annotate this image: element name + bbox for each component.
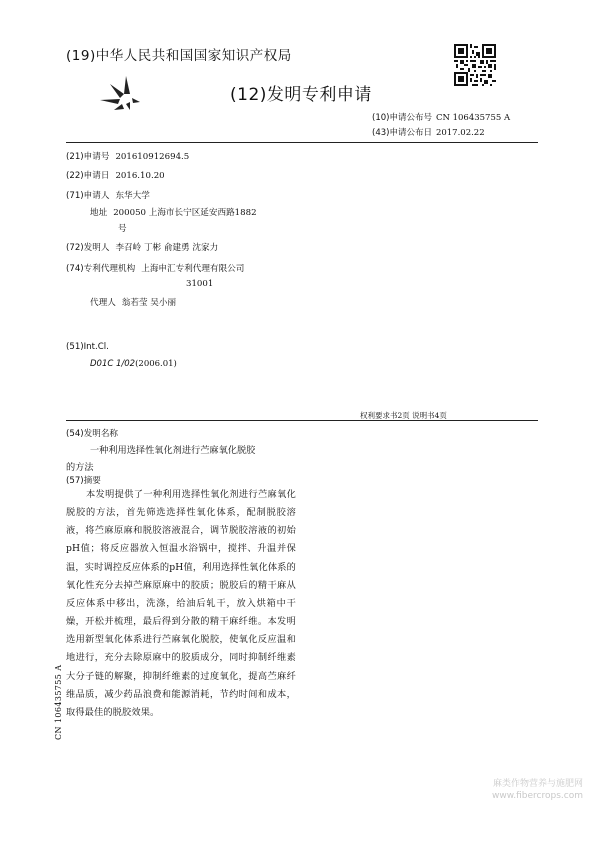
office-name: (19)中华人民共和国国家知识产权局 [66,48,292,64]
application-number-row [66,150,189,162]
invention-title-line-1: 一种利用选择性氧化剂进行苎麻氧化脱胶 [90,445,256,456]
invention-title-label: (54)发明名称 [66,429,119,439]
agency-code: 31001 [186,279,214,289]
publication-number: CN 106435755 A [435,113,511,123]
abstract-label: (57)摘要 [66,476,101,486]
int-cl-label: (51)Int.Cl. [66,342,109,352]
inventors: 李召岭 丁彬 俞建勇 沈家力 [115,243,219,253]
publication-date: 2017.02.22 [435,128,485,138]
applicant-label: (71)申请人 [66,191,110,201]
agency-row [66,262,244,274]
address-line-1: 200050 上海市长宁区延安西路1882 [113,208,257,218]
publication-number-line [372,111,510,123]
address-label: 地址 [90,208,108,218]
page-count: 权利要求书2页 说明书4页 [360,411,447,420]
application-number-label: (21)申请号 [66,152,110,162]
int-cl-edition: (2006.01) [135,359,177,369]
agency-name: 上海申汇专利代理有限公司 [141,264,245,274]
agency-label: (74)专利代理机构 [66,264,136,274]
agent-row [90,296,176,308]
inventors-label: (72)发明人 [66,243,110,253]
int-cl-classification [90,359,177,369]
address-row [90,206,257,218]
publication-date-line [372,126,485,138]
filing-date-row [66,169,165,181]
address-line-2: 号 [118,224,127,234]
publication-number-label: (10)申请公布号 [372,113,432,123]
inventors-row [66,241,218,253]
section-divider [66,420,538,421]
applicant-row [66,189,150,201]
watermark-line-2: www.fibercrops.com [492,791,583,801]
int-cl-code: D01C 1/02 [90,359,136,369]
qr-code [454,44,496,86]
document-type-title: (12)发明专利申请 [230,85,372,105]
publication-date-label: (43)申请公布日 [372,128,432,138]
filing-date-label: (22)申请日 [66,171,110,181]
watermark-line-1: 麻类作物营养与施肥网 [492,779,583,789]
side-publication-code: CN 106435755 A [54,664,63,740]
header-divider [66,142,538,143]
agents: 翁若莹 吴小丽 [121,298,177,308]
filing-date: 2016.10.20 [115,171,165,181]
applicant: 东华大学 [115,191,150,201]
agent-label: 代理人 [90,298,116,308]
application-number: 201610912694.5 [115,152,190,162]
sipo-emblem-icon [96,74,148,118]
watermark [492,778,583,802]
abstract-text: 本发明提供了一种利用选择性氧化剂进行苎麻氧化脱胶的方法，首先筛选选择性氧化体系，配制脱胶溶液，将苎麻原麻和脱胶溶液混合，调节脱胶溶液的初始pH值；将反应器放入恒温水浴锅中，搅拌、升温并保温，实时调控反应体系的pH值，利用选择性氧化体系的氧化性充分去掉苎麻原麻中的胶质；脱胶后的精干麻从反应体系中移出，洗涤，给油后轧干，放入烘箱中干燥，开松并梳理，最后得到分散的精干麻纤维。本发明选用新型氧化体系进行苎麻氧化脱胶，使氧化反应温和地进行，充分去除原麻中的胶质成分，同时抑制纤维素大分子链的解聚，抑制纤维素的过度氧化，提高苎麻纤维品质，减少药品浪费和能源消耗，节约时间和成本，取得最佳的脱胶效果。 [66,489,296,718]
invention-title-line-2: 的方法 [66,462,94,473]
